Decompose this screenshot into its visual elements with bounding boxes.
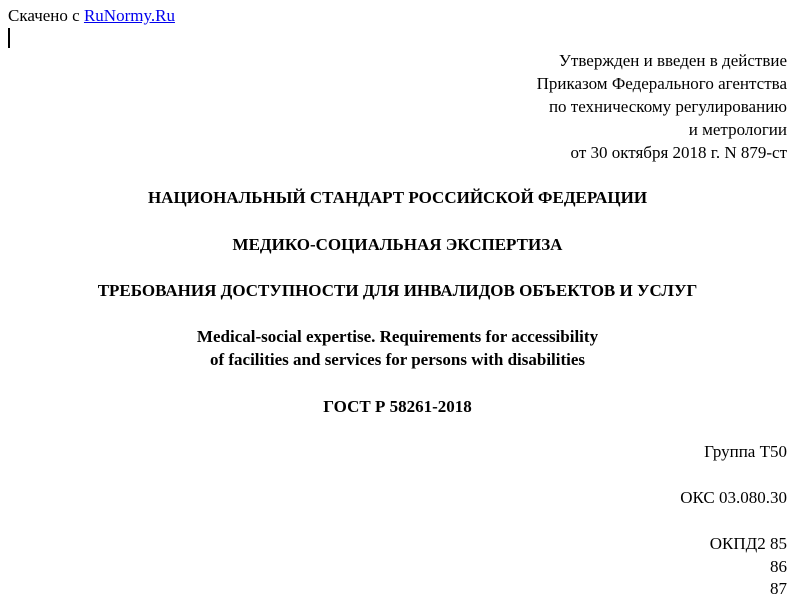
standard-title-heading: ТРЕБОВАНИЯ ДОСТУПНОСТИ ДЛЯ ИНВАЛИДОВ ОБЪЕКТОВ И УСЛУГ [97, 281, 698, 300]
okpd-code-2: 86 [770, 557, 787, 576]
english-title-line-1: Medical-social expertise. Requirements for accessibility [196, 327, 599, 346]
download-prefix: Скачено с [8, 6, 80, 25]
standard-type-heading: НАЦИОНАЛЬНЫЙ СТАНДАРТ РОССИЙСКОЙ ФЕДЕРАЦИИ [147, 188, 648, 207]
oks-code: ОКС 03.080.30 [680, 488, 787, 507]
standard-subject-heading: МЕДИКО-СОЦИАЛЬНАЯ ЭКСПЕРТИЗА [232, 235, 563, 254]
approval-line-4: и метрологии [688, 120, 787, 139]
group-code: Группа Т50 [704, 442, 787, 461]
approval-line-3: по техническому регулированию [548, 97, 787, 116]
gost-number: ГОСТ Р 58261-2018 [323, 397, 472, 416]
approval-line-2: Приказом Федерального агентства [536, 74, 787, 93]
okpd-code-1: ОКПД2 85 [709, 534, 787, 553]
okpd-code-3: 87 [770, 579, 787, 598]
runormy-link[interactable]: RuNormy.Ru [83, 6, 175, 25]
approval-line-1: Утвержден и введен в действие [558, 51, 787, 70]
english-title-line-2: of facilities and services for persons with disabilities [209, 350, 586, 369]
approval-line-5: от 30 октября 2018 г. N 879-ст [570, 143, 787, 162]
text-cursor [8, 28, 10, 48]
download-source-line [8, 5, 175, 27]
